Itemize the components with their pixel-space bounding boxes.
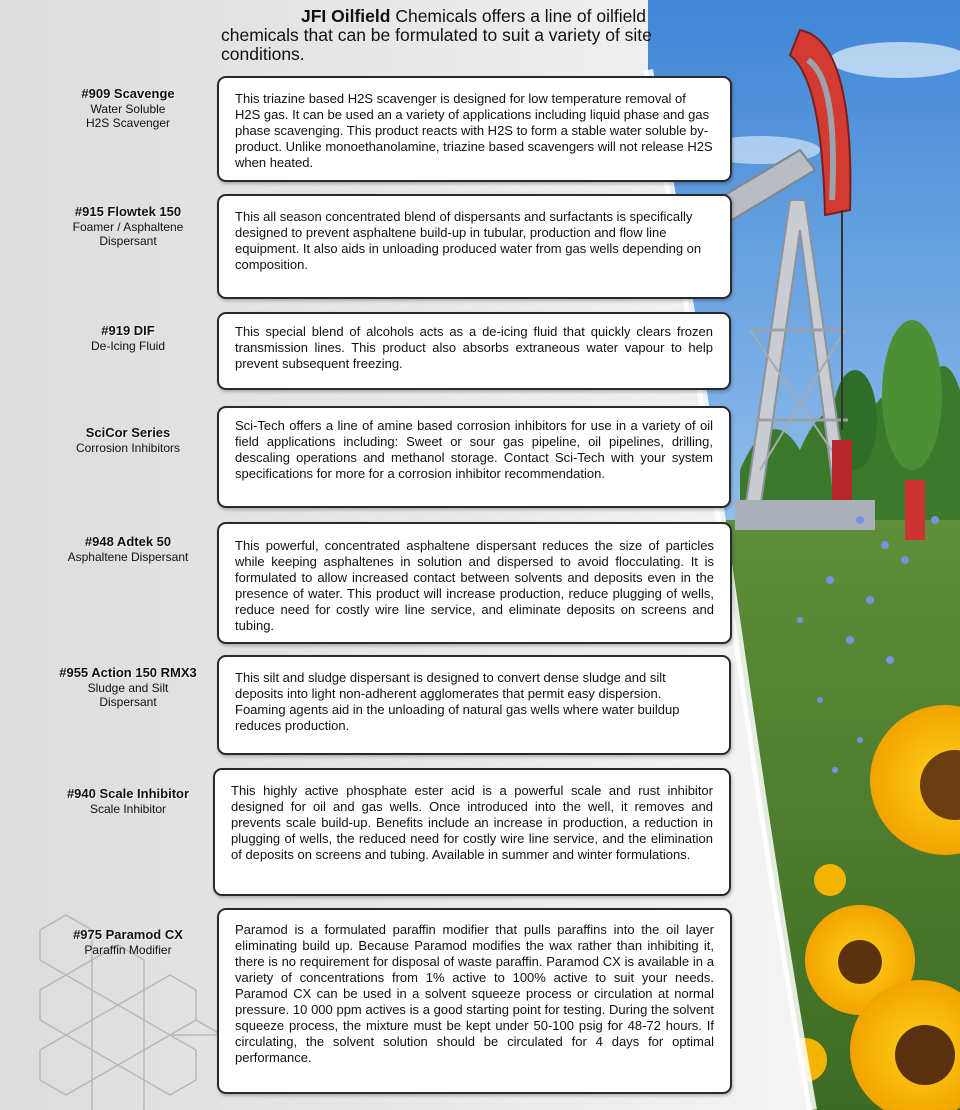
- product-name: #915 Flowtek 150: [74, 204, 182, 219]
- product-label-948: [40, 534, 216, 564]
- tree: [882, 320, 942, 470]
- product-description-915: This all season concentrated blend of dispersants and surfactants is specifically designed to prevent asphaltene build-up in tubular, production and flow line equipment. It also aids in unloading produced water from gas wells depending on composition.: [217, 194, 732, 299]
- product-description-948: This powerful, concentrated asphaltene dispersant reduces the size of particles while keeping asphaltenes in solution and dispersed to avoid flocculating. It is formulated to allow increased contact between solvents and deposits even in the presence of water. This product will increase production, reduce plugging of wells, reduce need for costly wire line service, and eliminate deposits on screens and tubing.: [217, 522, 732, 644]
- product-name: SciCor Series: [85, 425, 171, 440]
- product-description-909: This triazine based H2S scavenger is designed for low temperature removal of H2S gas. It can be used an a variety of applications including liquid phase and gas phase scavenging. This product reacts with H2S to form a stable water soluble by-product. Unlike monoethanolamine, triazine based scavengers will not release H2S when heated.: [217, 76, 732, 182]
- product-category: Paraffin Modifier: [84, 943, 172, 957]
- product-category: De-Icing Fluid: [90, 339, 166, 353]
- intro-text: [221, 7, 691, 64]
- product-category: Corrosion Inhibitors: [75, 441, 181, 455]
- product-category: Asphaltene Dispersant: [67, 550, 189, 564]
- product-description-scicor: Sci-Tech offers a line of amine based corrosion inhibitors for use in a variety of oil field applications including: Sweet or sour gas pipeline, oil pipelines, drilling, descaling operations and methanol storage. Contact Sci-Tech with your system specifications for more for a corrosion inhibitor recommendation.: [217, 406, 731, 508]
- product-name: #955 Action 150 RMX3: [59, 665, 197, 680]
- product-label-919: [40, 323, 216, 353]
- product-category: Water Soluble H2S Scavenger: [85, 102, 171, 130]
- product-label-940: [40, 786, 216, 816]
- product-description-919: This special blend of alcohols acts as a de-icing fluid that quickly clears frozen transmission lines. This product also absorbs extraneous water vapour to help prevent subsequent freezing.: [217, 312, 731, 390]
- intro-line-2: chemicals that can be formulated to suit a variety of site conditions.: [221, 25, 652, 64]
- product-description-940: This highly active phosphate ester acid is a powerful scale and rust inhibitor designed for oil and gas wells. Once introduced into the well, it removes and prevents scale build-up. Benefits include an increase in production, a reduction in plugging of wells, the reduced need for costly wire line service, and the elimination of deposits on screens and tubing. Available in summer and winter formulations.: [213, 768, 731, 896]
- product-label-955: [40, 665, 216, 709]
- product-category: Scale Inhibitor: [89, 802, 167, 816]
- product-category: Foamer / Asphaltene Dispersant: [72, 220, 184, 248]
- product-name: #948 Adtek 50: [84, 534, 172, 549]
- company-name: JFI Oilfield: [301, 6, 391, 26]
- product-label-915: [40, 204, 216, 248]
- product-name: #975 Paramod CX: [73, 927, 183, 942]
- product-name: #909 Scavenge: [81, 86, 175, 101]
- product-label-909: [40, 86, 216, 130]
- product-category: Sludge and Silt Dispersant: [87, 681, 169, 709]
- product-name: #919 DIF: [101, 323, 155, 338]
- product-label-975: [40, 927, 216, 957]
- product-name: #940 Scale Inhibitor: [66, 786, 190, 801]
- intro-line-1: Chemicals offers a line of oilfield: [390, 6, 646, 26]
- product-description-955: This silt and sludge dispersant is designed to convert dense sludge and silt deposits into light non-adherent agglomerates that permit easy dispersion. Foaming agents aid in the unloading of natural gas wells where water buildup reduces production.: [217, 655, 731, 755]
- product-label-scicor: [40, 425, 216, 455]
- product-description-975: Paramod is a formulated paraffin modifier that pulls paraffins into the oil layer eliminating build up. Because Paramod modifies the wax rather than inhibiting it, there is no requirement for disposal of waste paraffin. Paramod CX is available in a variety of concentrations from 1% active to 100% active to suit your needs. Paramod CX can be used in a solvent squeeze process or circulation at normal pressure. 10 000 ppm actives is a good starting point for testing. During the solvent squeeze process, the mixture must be kept under 50-100 psig for 48-72 hours. If circulating, the solvent solution should be circulated for 4 days for optimal performance.: [217, 908, 732, 1094]
